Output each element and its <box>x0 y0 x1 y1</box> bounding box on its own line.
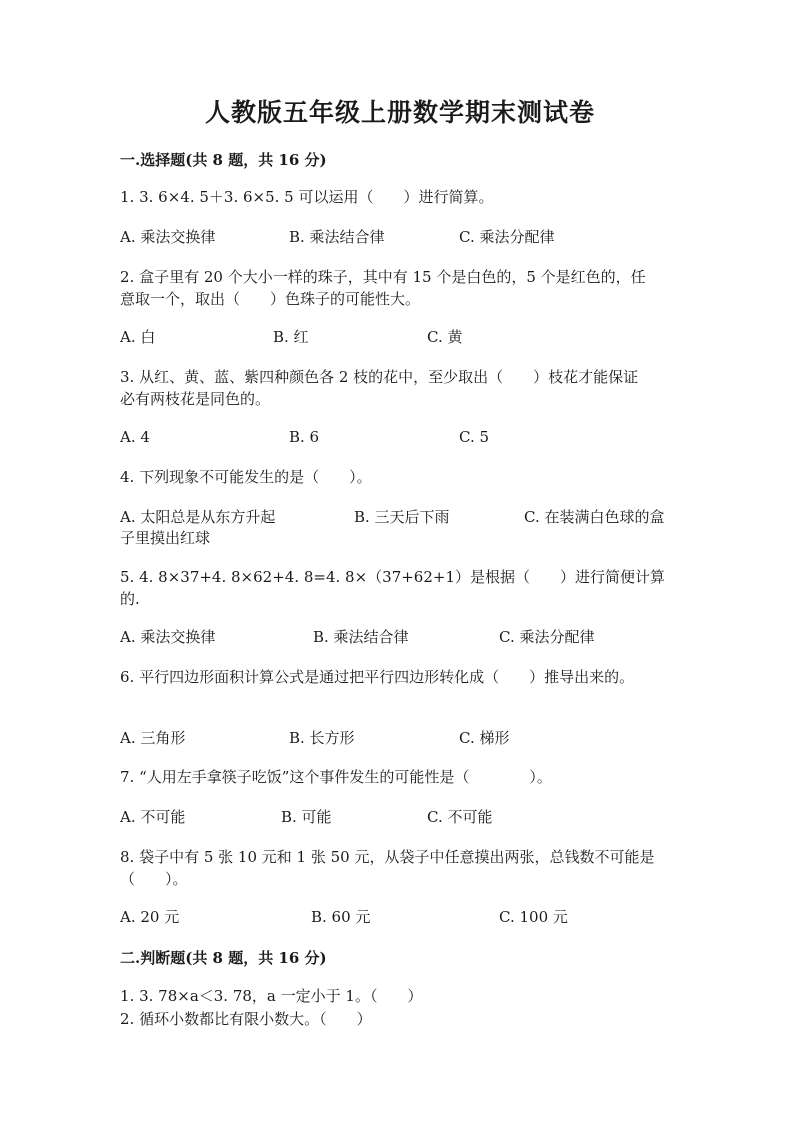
question-7-option-b: B. 可能 <box>281 808 332 826</box>
question-8-text-line1: 8. 袋子中有 5 张 10 元和 1 张 50 元，从袋子中任意摸出两张，总钱数不可能是 <box>120 848 655 866</box>
question-1-text: 1. 3. 6×4. 5＋3. 6×5. 5 可以运用（ ）进行简算。 <box>120 188 494 206</box>
question-2-text-line2: 意取一个，取出（ ）色珠子的可能性大。 <box>120 290 421 308</box>
question-6-option-c: C. 梯形 <box>459 729 510 747</box>
question-2-option-b: B. 红 <box>273 328 309 346</box>
question-4-text: 4. 下列现象不可能发生的是（ ）。 <box>120 468 372 486</box>
question-1-option-c: C. 乘法分配律 <box>459 228 555 246</box>
section-heading-judgment: 二.判断题(共 8 题，共 16 分) <box>120 949 327 967</box>
question-5-text-line2: 的. <box>120 590 140 608</box>
question-4-option-c-continued: 子里摸出红球 <box>120 529 211 547</box>
question-3-text-line2: 必有两枝花是同色的。 <box>120 390 271 408</box>
question-1-option-a: A. 乘法交换律 <box>120 228 216 246</box>
judgment-question-2: 2. 循环小数都比有限小数大。（ ） <box>120 1010 372 1028</box>
question-2-option-a: A. 白 <box>120 328 156 346</box>
question-6-text: 6. 平行四边形面积计算公式是通过把平行四边形转化成（ ）推导出来的。 <box>120 668 635 686</box>
question-8-option-c: C. 100 元 <box>499 908 568 926</box>
judgment-question-1: 1. 3. 78×a＜3. 78，a 一定小于 1。（ ） <box>120 987 423 1005</box>
question-5-option-c: C. 乘法分配律 <box>499 628 595 646</box>
question-3-option-a: A. 4 <box>120 428 150 446</box>
question-7-text: 7. “人用左手拿筷子吃饭”这个事件发生的可能性是（ ）。 <box>120 768 552 786</box>
question-7-option-c: C. 不可能 <box>427 808 493 826</box>
question-8-option-b: B. 60 元 <box>311 908 371 926</box>
question-7-option-a: A. 不可能 <box>120 808 186 826</box>
question-1-option-b: B. 乘法结合律 <box>289 228 385 246</box>
question-3-option-b: B. 6 <box>289 428 320 446</box>
question-6-option-b: B. 长方形 <box>289 729 355 747</box>
question-6-option-a: A. 三角形 <box>120 729 186 747</box>
question-2-option-c: C. 黄 <box>427 328 463 346</box>
question-3-option-c: C. 5 <box>459 428 490 446</box>
question-5-text-line1: 5. 4. 8×37+4. 8×62+4. 8=4. 8×（37+62+1）是根据（ ）进行简便计算 <box>120 568 666 586</box>
question-5-option-b: B. 乘法结合律 <box>313 628 409 646</box>
section-heading-choice: 一.选择题(共 8 题，共 16 分) <box>120 151 327 169</box>
page-title: 人教版五年级上册数学期末测试卷 <box>204 98 595 127</box>
question-8-option-a: A. 20 元 <box>120 908 180 926</box>
question-4-option-b: B. 三天后下雨 <box>354 508 450 526</box>
question-3-text-line1: 3. 从红、黄、蓝、紫四种颜色各 2 枝的花中，至少取出（ ）枝花才能保证 <box>120 368 639 386</box>
question-8-text-line2: （ ）。 <box>120 870 188 888</box>
question-4-option-c: C. 在装满白色球的盒 <box>524 508 665 526</box>
question-2-text-line1: 2. 盒子里有 20 个大小一样的珠子，其中有 15 个是白色的，5 个是红色的，任 <box>120 268 646 286</box>
question-5-option-a: A. 乘法交换律 <box>120 628 216 646</box>
question-4-option-a: A. 太阳总是从东方升起 <box>120 508 276 526</box>
